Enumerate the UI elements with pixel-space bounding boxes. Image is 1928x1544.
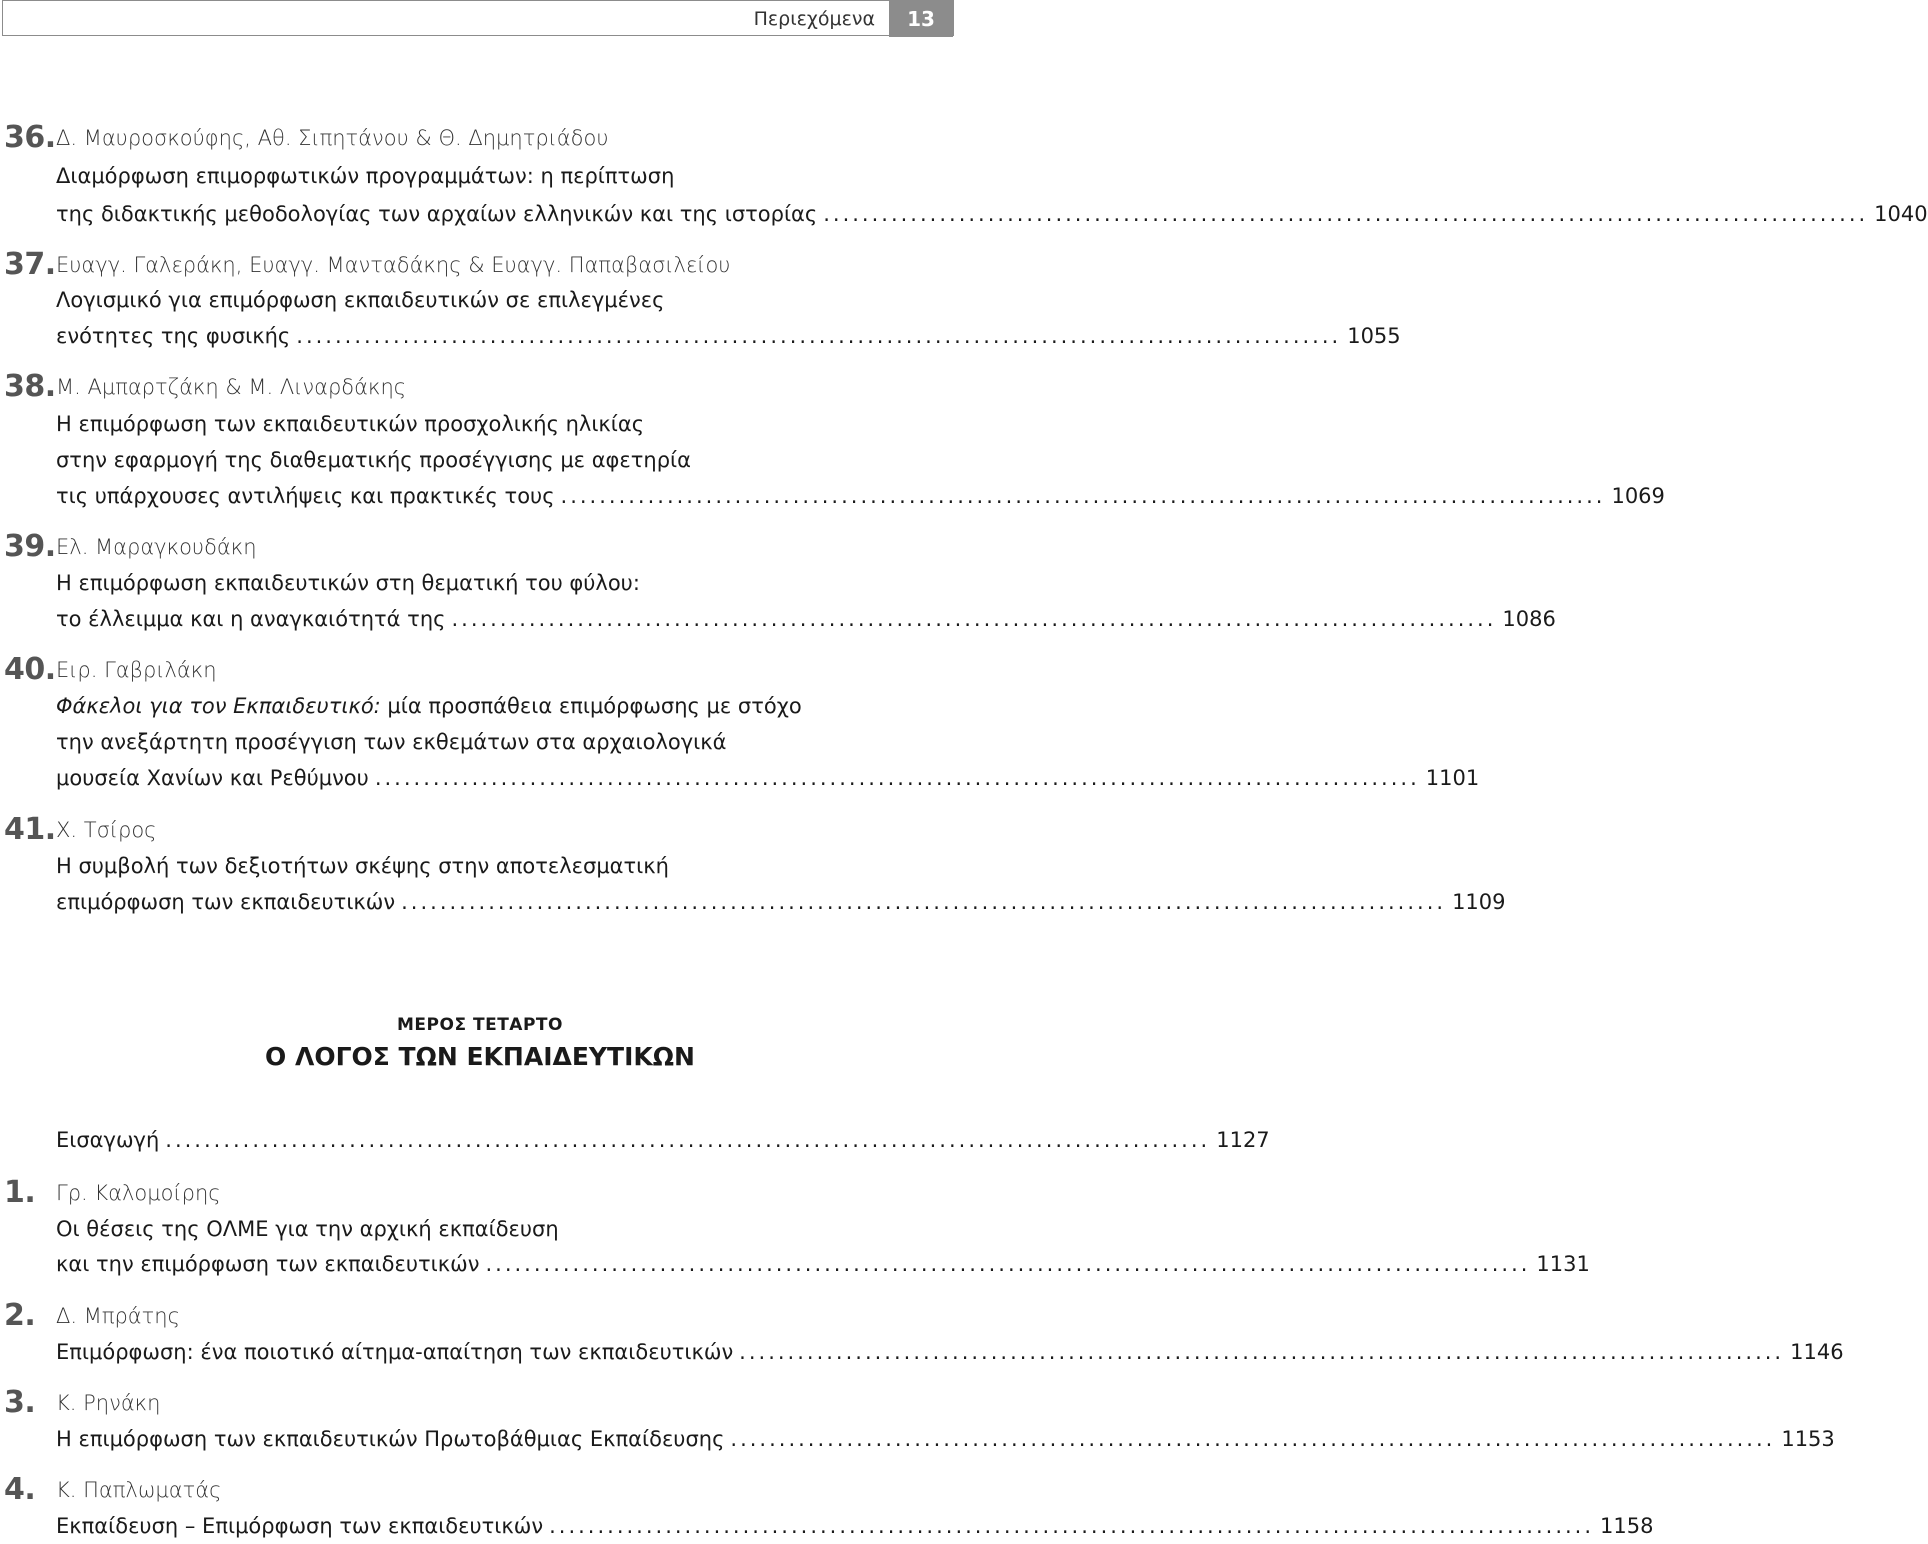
entry-title-rest: μία προσπάθεια επιμόρφωσης με στόχο bbox=[380, 694, 802, 718]
entry-title-last-line bbox=[56, 196, 1928, 232]
dot-leader: ............................................................................................................ bbox=[374, 766, 1420, 790]
entry-page: 1127 bbox=[1216, 1128, 1270, 1152]
entry-title-text: Εκπαίδευση – Επιμόρφωση των εκπαιδευτικών bbox=[56, 1514, 544, 1538]
entry-title-text: Επιμόρφωση: ένα ποιοτικό αίτημα-απαίτηση των εκπαιδευτικών bbox=[56, 1340, 734, 1364]
entry-author: Ειρ. Γαβριλάκη bbox=[56, 658, 217, 682]
dot-leader: ............................................................................................................ bbox=[296, 324, 1342, 348]
entry-number: 1. bbox=[4, 1175, 36, 1210]
entry-title-last-line bbox=[56, 1246, 1590, 1282]
entry-title-text: και την επιμόρφωση των εκπαιδευτικών bbox=[56, 1252, 480, 1276]
part-label: ΜΕΡΟΣ ΤΕΤΑΡΤΟ bbox=[397, 1015, 563, 1035]
entry-title-line: στην εφαρμογή της διαθεματικής προσέγγισης με αφετηρία bbox=[56, 448, 691, 472]
entry-title-last-line bbox=[56, 1508, 1654, 1544]
dot-leader: ............................................................................................................ bbox=[485, 1252, 1531, 1276]
entry-page: 1055 bbox=[1347, 324, 1401, 348]
entry-title-last-line bbox=[56, 318, 1401, 354]
entry-title-text: Η επιμόρφωση των εκπαιδευτικών Πρωτοβάθμιας Εκπαίδευσης bbox=[56, 1427, 725, 1451]
entry-title-last-line bbox=[56, 478, 1665, 514]
entry-title-last-line bbox=[56, 1122, 1270, 1158]
entry-author: Μ. Αμπαρτζάκη & Μ. Λιναρδάκης bbox=[56, 375, 407, 399]
entry-page: 1158 bbox=[1600, 1514, 1654, 1538]
entry-page: 1069 bbox=[1611, 484, 1665, 508]
entry-title-line: Οι θέσεις της ΟΛΜΕ για την αρχική εκπαίδευση bbox=[56, 1217, 559, 1241]
dot-leader: ............................................................................................................ bbox=[560, 484, 1606, 508]
dot-leader: ............................................................................................................ bbox=[165, 1128, 1211, 1152]
header-title: Περιεχόμενα bbox=[753, 8, 875, 30]
entry-title-text: ενότητες της φυσικής bbox=[56, 324, 291, 348]
entry-number: 40. bbox=[4, 652, 56, 687]
entry-title-line: Η επιμόρφωση εκπαιδευτικών στη θεματική του φύλου: bbox=[56, 571, 640, 595]
entry-author: Δ. Μαυροσκούφης, Αθ. Σιπητάνου & Θ. Δημητριάδου bbox=[56, 126, 609, 150]
page-number: 13 bbox=[889, 1, 953, 37]
dot-leader: ............................................................................................................ bbox=[823, 202, 1869, 226]
entry-title-line: την ανεξάρτητη προσέγγιση των εκθεμάτων στα αρχαιολογικά bbox=[56, 730, 727, 754]
entry-page: 1109 bbox=[1452, 890, 1506, 914]
entry-author: Χ. Τσίρος bbox=[56, 818, 157, 842]
dot-leader: ............................................................................................................ bbox=[730, 1427, 1776, 1451]
entry-title-text: επιμόρφωση των εκπαιδευτικών bbox=[56, 890, 396, 914]
entry-number: 36. bbox=[4, 120, 56, 155]
entry-number: 37. bbox=[4, 247, 56, 282]
entry-title-last-line bbox=[56, 601, 1556, 637]
entry-title-line: Διαμόρφωση επιμορφωτικών προγραμμάτων: η περίπτωση bbox=[56, 164, 675, 188]
dot-leader: ............................................................................................................ bbox=[549, 1514, 1595, 1538]
dot-leader: ............................................................................................................ bbox=[401, 890, 1447, 914]
entry-title-line: Η επιμόρφωση των εκπαιδευτικών προσχολικής ηλικίας bbox=[56, 412, 645, 436]
entry-title-text: της διδακτικής μεθοδολογίας των αρχαίων ελληνικών και της ιστορίας bbox=[56, 202, 818, 226]
entry-title-line: Η συμβολή των δεξιοτήτων σκέψης στην αποτελεσματική bbox=[56, 854, 669, 878]
entry-number: 2. bbox=[4, 1298, 36, 1333]
entry-number: 38. bbox=[4, 369, 56, 404]
entry-title-text: Εισαγωγή bbox=[56, 1128, 160, 1152]
entry-title-last-line bbox=[56, 1334, 1844, 1370]
entry-title-line bbox=[56, 688, 802, 724]
entry-page: 1101 bbox=[1425, 766, 1480, 790]
entry-title-text: τις υπάρχουσες αντιλήψεις και πρακτικές τους bbox=[56, 484, 555, 508]
entry-number: 39. bbox=[4, 529, 56, 564]
entry-number: 3. bbox=[4, 1385, 36, 1420]
entry-author: Κ. Παπλωματάς bbox=[56, 1478, 222, 1502]
entry-title-last-line bbox=[56, 760, 1480, 796]
entry-title-last-line bbox=[56, 884, 1506, 920]
entry-page: 1146 bbox=[1790, 1340, 1844, 1364]
entry-page: 1086 bbox=[1502, 607, 1556, 631]
entry-number: 4. bbox=[4, 1472, 36, 1507]
entry-title-text: μουσεία Χανίων και Ρεθύμνου bbox=[56, 766, 369, 790]
entry-number: 41. bbox=[4, 812, 56, 847]
entry-title-italic: Φάκελοι για τον Εκπαιδευτικό: bbox=[56, 694, 381, 718]
entry-page: 1131 bbox=[1536, 1252, 1590, 1276]
entry-author: Ελ. Μαραγκουδάκη bbox=[56, 535, 257, 559]
dot-leader: ............................................................................................................ bbox=[739, 1340, 1785, 1364]
part-title: Ο ΛΟΓΟΣ ΤΩΝ ΕΚΠΑΙΔΕΥΤΙΚΩΝ bbox=[265, 1042, 695, 1071]
entry-title-last-line bbox=[56, 1421, 1835, 1457]
entry-title-text: το έλλειμμα και η αναγκαιότητά της bbox=[56, 607, 446, 631]
entry-page: 1040 bbox=[1874, 202, 1928, 226]
entry-title-line: Λογισμικό για επιμόρφωση εκπαιδευτικών σε επιλεγμένες bbox=[56, 288, 665, 312]
running-header bbox=[2, 0, 954, 36]
entry-author: Γρ. Καλομοίρης bbox=[56, 1181, 221, 1205]
dot-leader: ............................................................................................................ bbox=[451, 607, 1497, 631]
entry-author: Κ. Ρηνάκη bbox=[56, 1391, 161, 1415]
entry-author: Δ. Μπράτης bbox=[56, 1304, 180, 1328]
entry-author: Ευαγγ. Γαλεράκη, Ευαγγ. Μανταδάκης & Ευαγγ. Παπαβασιλείου bbox=[56, 253, 731, 277]
entry-page: 1153 bbox=[1781, 1427, 1835, 1451]
